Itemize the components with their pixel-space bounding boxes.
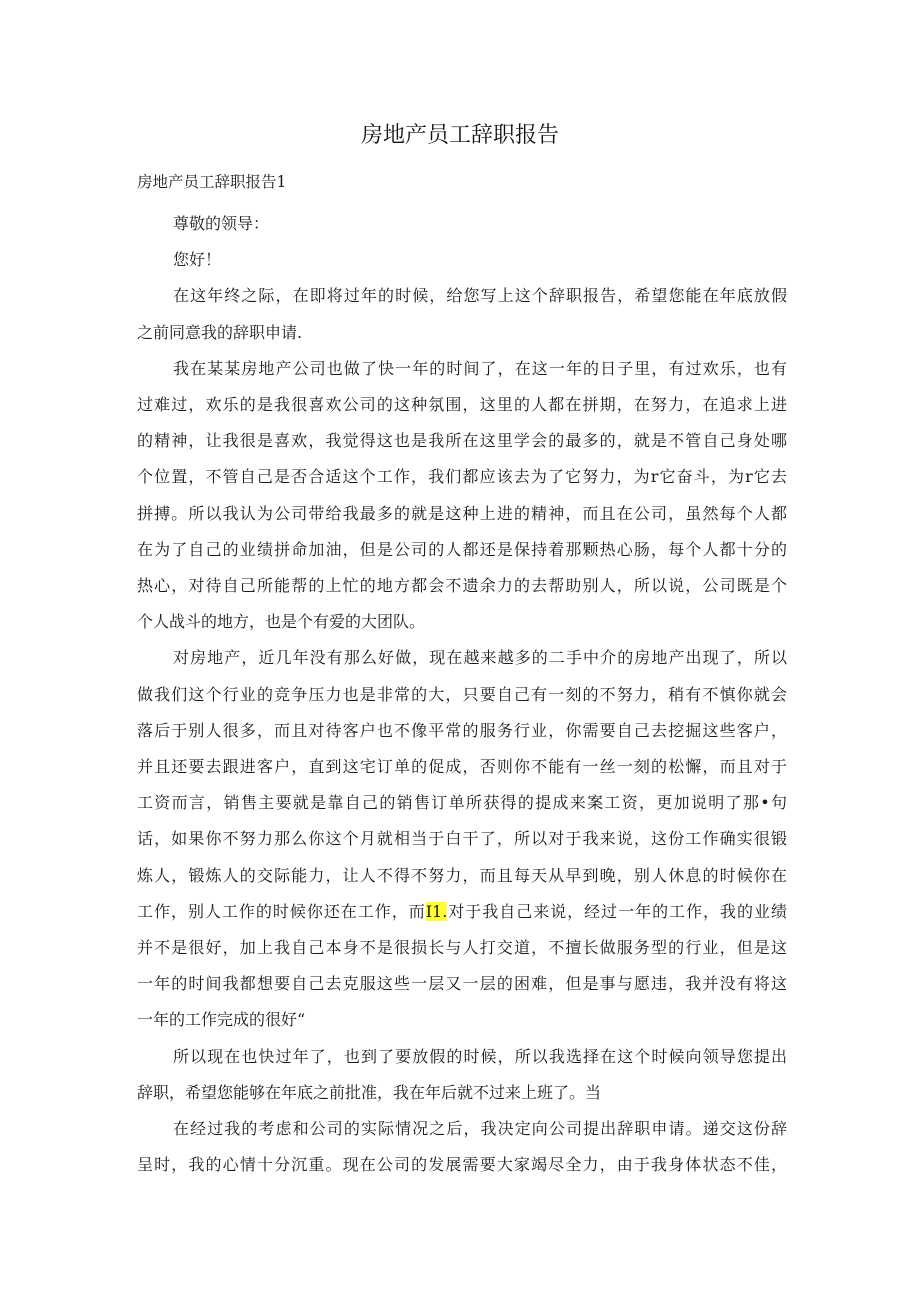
paragraph-line: 的精神，让我很是喜欢，我觉得这也是我所在这里学会的最多的，就是不管自己身处哪 <box>137 431 787 451</box>
paragraph-line: 辞职，希望您能够在年底之前批准，我在年后就不过来上班了。当 <box>137 1082 602 1102</box>
paragraph-line: 热心，对待自己所能帮的上忙的地方都会不遗余力的去帮助别人，所以说，公司既是个 <box>137 576 787 596</box>
highlighted-text: I1. <box>425 901 448 921</box>
paragraph-line: 个人战斗的地方，也是个有爱的大团队。 <box>137 612 426 632</box>
paragraph-line: 落后于别人很多，而且对待客户也不像平常的服务行业，你需要自己去挖掘这些客户， <box>137 720 787 740</box>
greeting: 您好！ <box>173 250 222 270</box>
document-subtitle: 房地产员工辞职报告1 <box>137 173 287 191</box>
paragraph-line: 拼搏。所以我认为公司带给我最多的就是这种上进的精神，而且在公司，虽然每个人都 <box>137 503 787 523</box>
paragraph-line: 呈时，我的心情十分沉重。现在公司的发展需要大家竭尽全力，由于我身体状态不佳， <box>137 1155 787 1175</box>
paragraph-line: 在经过我的考虑和公司的实际情况之后，我决定向公司提出辞职申请。递交这份辞 <box>173 1119 787 1139</box>
paragraph-line: 并且还要去跟进客户，直到这宅订单的促成，否则你不能有一丝一刻的松懈，而且对于 <box>137 757 787 777</box>
line-text-before: 工作，别人工作的时候你还在工作，而 <box>137 901 426 921</box>
document-body <box>137 206 787 1183</box>
paragraph-line: 工资而言，销售主要就是靠自己的销售订单所获得的提成来案工资，更加说明了那•句 <box>137 793 787 813</box>
paragraph-3 <box>137 640 787 1038</box>
paragraph-line: 所以现在也快过年了，也到了要放假的时候，所以我选择在这个时候向领导您提出 <box>173 1046 787 1066</box>
paragraph-line: 并不是很好，加上我自己本身不是很损长与人打交道，不擅长做服务型的行业，但是这 <box>137 938 787 958</box>
paragraph-line: 对房地产，近几年没有那么好做，现在越来越多的二手中介的房地产出现了，所以 <box>173 648 787 668</box>
paragraph-line: 个位置，不管自己是否合适这个工作，我们都应该去为了它努力，为r它奋斗，为r它去 <box>137 467 787 487</box>
paragraph-line-highlighted <box>137 894 787 930</box>
paragraph-line: 一年的工作完成的很好“ <box>137 1010 306 1030</box>
line-text-after: 对于我自己来说，经过一年的工作，我的业绩 <box>447 901 787 921</box>
paragraph-1 <box>137 278 787 350</box>
paragraph-line: 过难过，欢乐的是我很喜欢公司的这种氛围，这里的人都在拼期，在努力，在追求上进 <box>137 395 787 415</box>
salutation: 尊敬的领导： <box>173 214 270 233</box>
paragraph-line: 炼人，锻炼人的交际能力，让人不得不努力，而且每天从早到晚，别人休息的时候你在 <box>137 865 787 885</box>
document-title: 房地产员工辞职报告 <box>360 123 559 148</box>
paragraph-line: 我在某某房地产公司也做了快一年的时间了，在这一年的日子里，有过欢乐，也有 <box>173 358 787 378</box>
paragraph-line: 做我们这个行业的竞争压力也是非常的大，只要自己有一刻的不努力，稍有不慎你就会 <box>137 684 787 704</box>
paragraph-line: 在这年终之际，在即将过年的时候，给您写上这个辞职报告，希望您能在年底放假 <box>173 286 787 306</box>
paragraph-line: 之前同意我的辞职申请. <box>137 322 303 342</box>
paragraph-4 <box>137 1039 787 1111</box>
paragraph-line: 在为了自己的业绩拼命加油，但是公司的人都还是保持着那颗热心肠，每个人都十分的 <box>137 539 787 559</box>
paragraph-2 <box>137 351 787 641</box>
paragraph-line: 话，如果你不努力那么你这个月就相当于白干了，所以对于我来说，这份工作确实很锻 <box>137 829 787 849</box>
paragraph-line: 一年的时间我都想要自己去克服这些一层又一层的困难，但是事与愿违，我并没有将这 <box>137 974 787 994</box>
paragraph-5 <box>137 1111 787 1183</box>
